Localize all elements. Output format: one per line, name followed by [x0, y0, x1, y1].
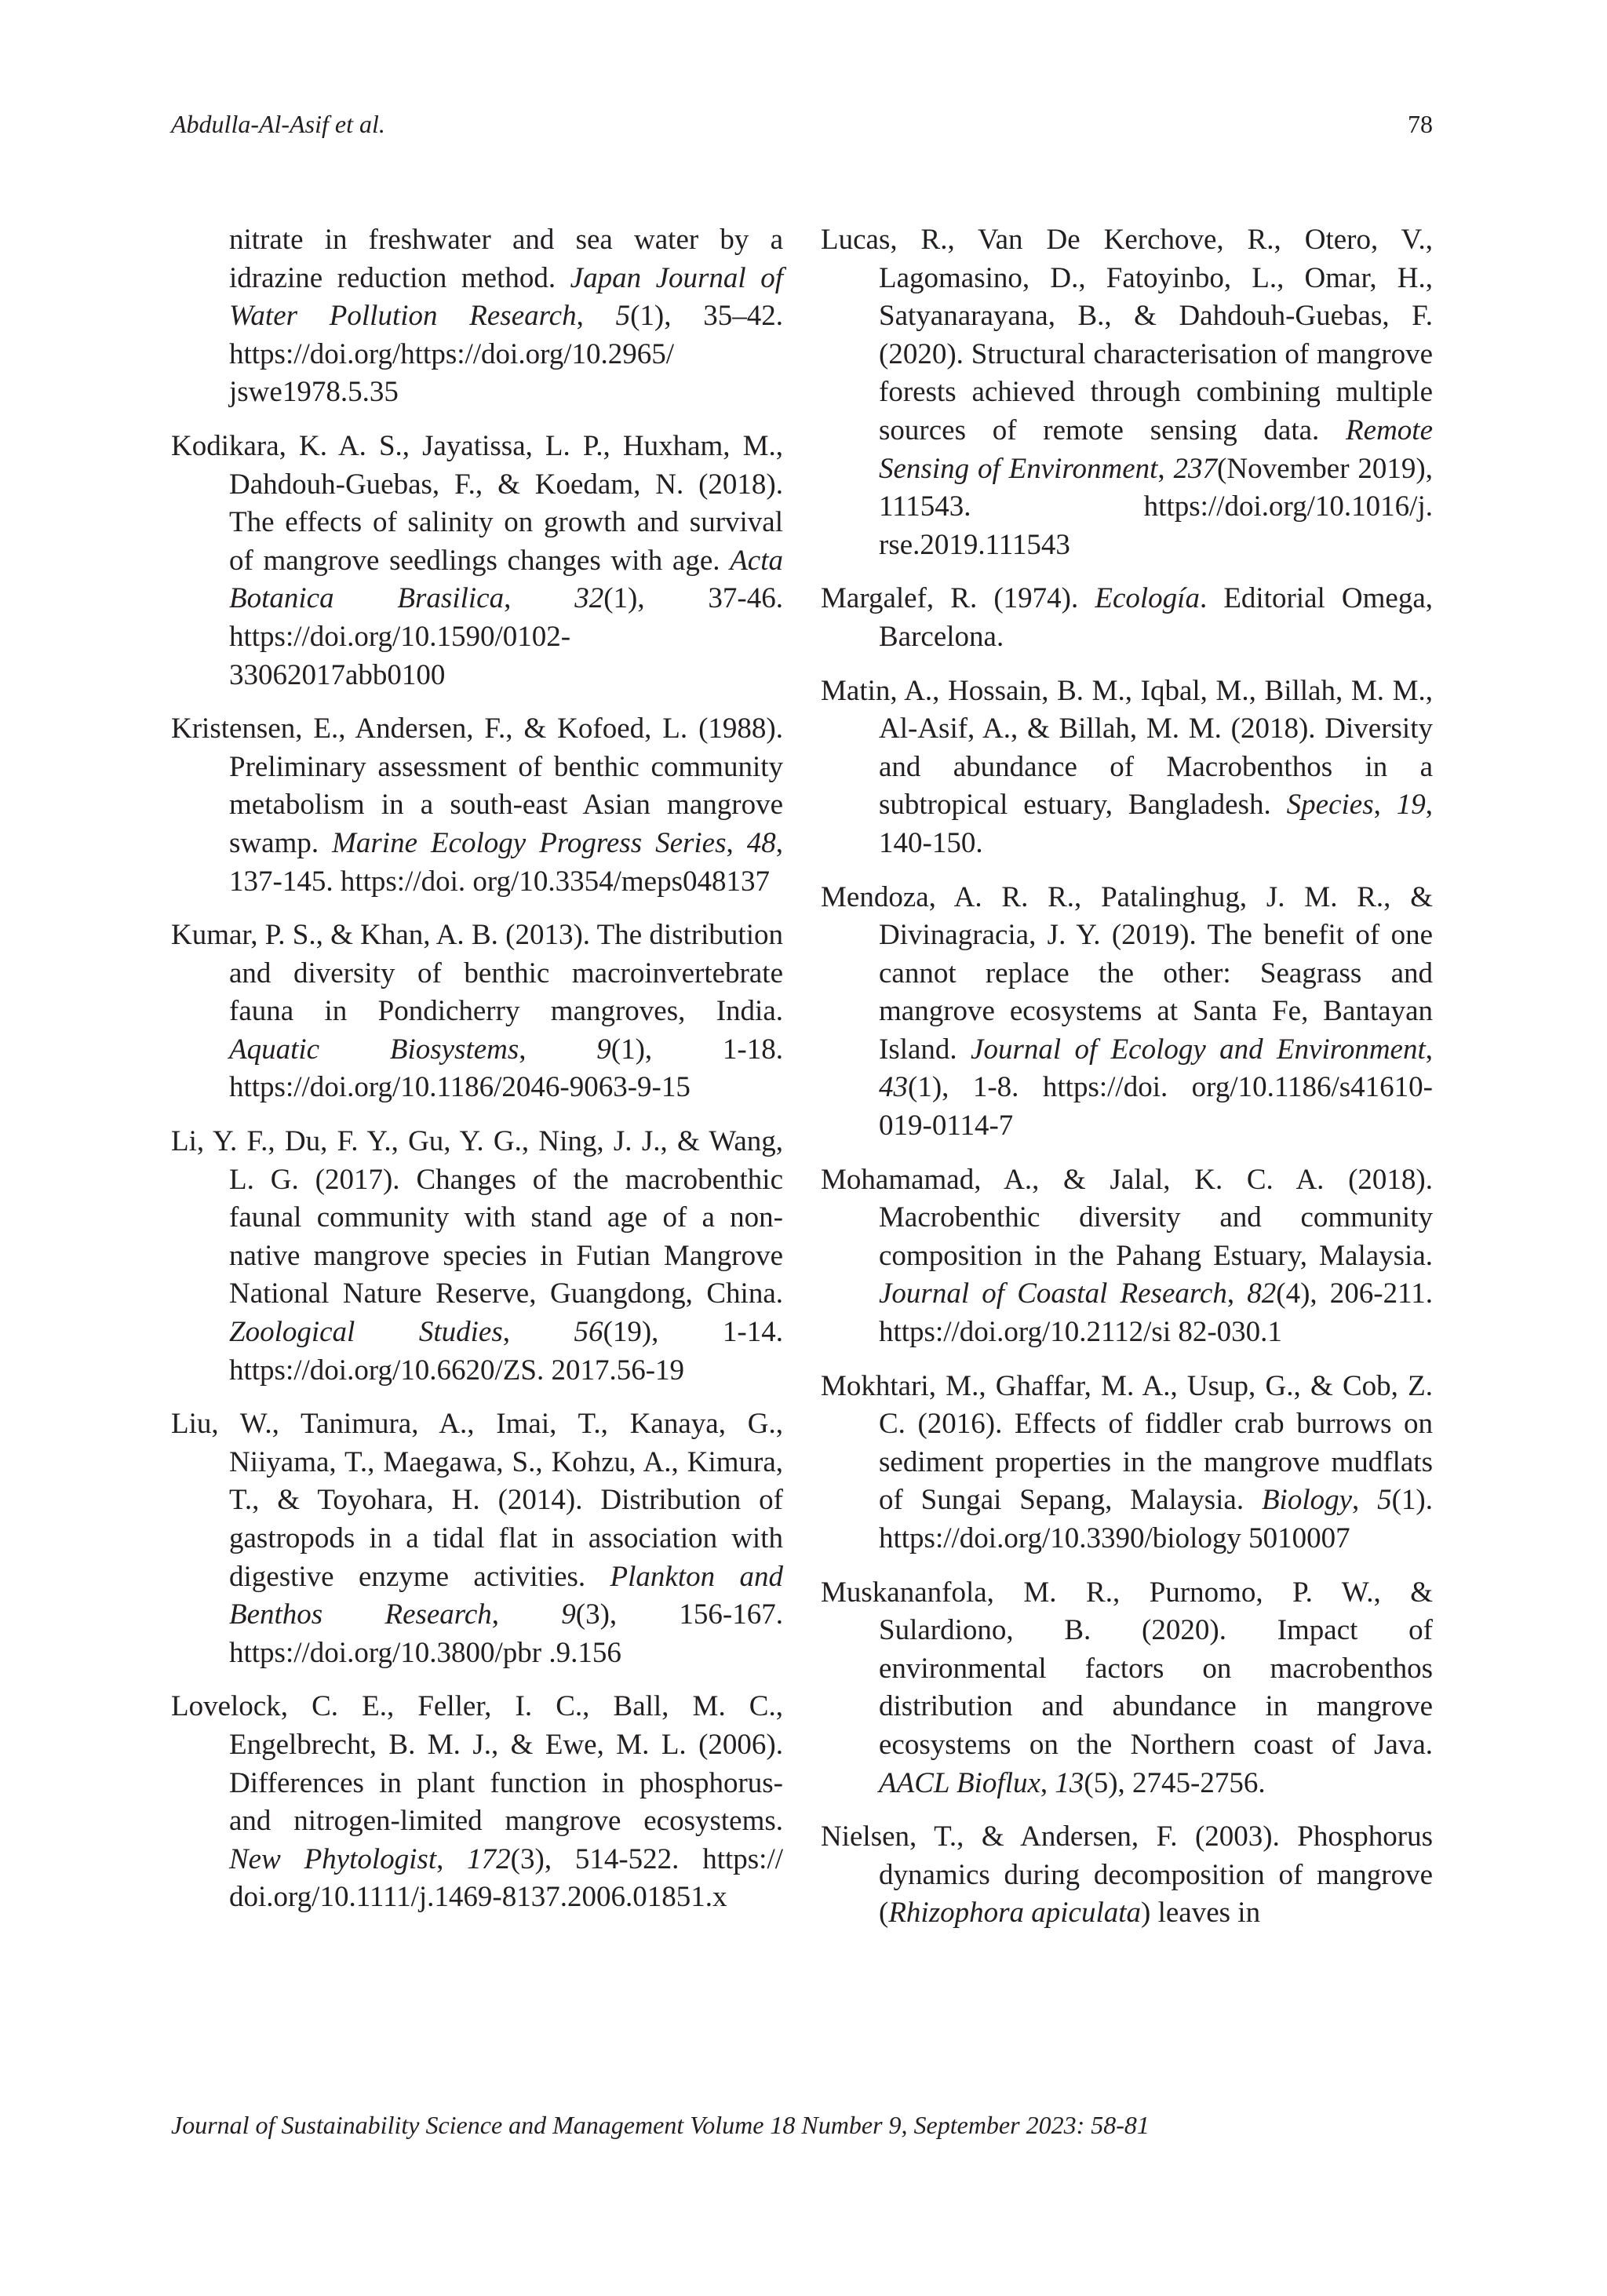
- reference-entry: Li, Y. F., Du, F. Y., Gu, Y. G., Ning, J. J., & Wang, L. G. (2017). Changes of the macrobenthic faunal community with stand age of a non-native mangrove species in Futian Mangrove National Nature Reserve, Guangdong, China. Zoological Studies, 56(19), 1-14. https://doi.org/10.6620/ZS. 2017.56-19: [171, 1125, 783, 1387]
- reference-entry: Mokhtari, M., Ghaffar, M. A., Usup, G., & Cob, Z. C. (2016). Effects of fiddler crab burrows on sediment properties in the mangrove mudflats of Sungai Sepang, Malaysia. Biology, 5(1). https://doi.org/10.3390/biology 5010007: [821, 1369, 1434, 1554]
- reference-entry: Nielsen, T., & Andersen, F. (2003). Phosphorus dynamics during decomposition of mangrove (Rhizophora apiculata) leaves in: [821, 1820, 1433, 1930]
- reference-entry: nitrate in freshwater and sea water by a idrazine reduction method. Japan Journal of Water Pollution Research, 5(1), 35–42. https://doi.org/https://doi.org/10.2965/ jswe1978.5.35: [229, 224, 783, 409]
- reference-entry: Lovelock, C. E., Feller, I. C., Ball, M. C., Engelbrecht, B. M. J., & Ewe, M. L. (2006). Differences in plant function in phosphorus- and nitrogen-limited mangrove ecosystems. New Phytologist, 172(3), 514-522. https:// doi.org/10.1111/j.1469-8137.2006.01851.x: [171, 1690, 784, 1914]
- reference-entry: Kristensen, E., Andersen, F., & Kofoed, L. (1988). Preliminary assessment of benthic community metabolism in a south-east Asian mangrove swamp. Marine Ecology Progress Series, 48, 137-145. https://doi. org/10.3354/meps048137: [171, 712, 784, 898]
- reference-entry: Kumar, P. S., & Khan, A. B. (2013). The distribution and diversity of benthic macroinvertebrate fauna in Pondicherry mangroves, India. Aquatic Biosystems, 9(1), 1-18. https://doi.org/10.1186/2046-9063-9-15: [171, 919, 784, 1104]
- reference-entry: Muskananfola, M. R., Purnomo, P. W., & Sulardiono, B. (2020). Impact of environmental factors on macrobenthos distribution and abundance in mangrove ecosystems on the Northern coast of Java. AACL Bioflux, 13(5), 2745-2756.: [821, 1576, 1433, 1799]
- reference-entry: Lucas, R., Van De Kerchove, R., Otero, V., Lagomasino, D., Fatoyinbo, L., Omar, H., Satyanarayana, B., & Dahdouh-Guebas, F. (2020). Structural characterisation of mangrove forests achieved through combining multiple sources of remote sensing data. Remote Sensing of Environment, 237(November 2019), 111543. https://doi.org/10.1016/j. rse.2019.111543: [821, 224, 1433, 561]
- reference-entry: Matin, A., Hossain, B. M., Iqbal, M., Billah, M. M., Al-Asif, A., & Billah, M. M. (2018). Diversity and abundance of Macrobenthos in a subtropical estuary, Bangladesh. Species, 19, 140-150.: [821, 674, 1433, 859]
- page-number: 78: [1408, 110, 1433, 138]
- running-header-author: Abdulla-Al-Asif et al.: [171, 110, 385, 138]
- reference-entry: Mohamamad, A., & Jalal, K. C. A. (2018). Macrobenthic diversity and community composition in the Pahang Estuary, Malaysia. Journal of Coastal Research, 82(4), 206-211. https://doi.org/10.2112/si 82-030.1: [821, 1163, 1434, 1349]
- reference-entry: Kodikara, K. A. S., Jayatissa, L. P., Huxham, M., Dahdouh-Guebas, F., & Koedam, N. (2018). The effects of salinity on growth and survival of mangrove seedlings changes with age. Acta Botanica Brasilica, 32(1), 37-46. https://doi.org/10.1590/0102-33062017abb0100: [171, 429, 783, 691]
- journal-footer: Journal of Sustainability Science and Management Volume 18 Number 9, September 2023: 58-81: [171, 2111, 1150, 2139]
- references-right-column: [821, 221, 1433, 1948]
- reference-entry: Liu, W., Tanimura, A., Imai, T., Kanaya, G., Niiyama, T., Maegawa, S., Kohzu, A., Kimura, T., & Toyohara, H. (2014). Distribution of gastropods in a tidal flat in association with digestive enzyme activities. Plankton and Benthos Research, 9(3), 156-167. https://doi.org/10.3800/pbr .9.156: [171, 1408, 784, 1669]
- reference-entry: Mendoza, A. R. R., Patalinghug, J. M. R., & Divinagracia, J. Y. (2019). The benefit of one cannot replace the other: Seagrass and mangrove ecosystems at Santa Fe, Bantayan Island. Journal of Ecology and Environment, 43(1), 1-8. https://doi. org/10.1186/s41610-019-0114-7: [821, 880, 1433, 1143]
- references-left-column: [171, 221, 783, 1933]
- reference-entry: Margalef, R. (1974). Ecología. Editorial Omega, Barcelona.: [821, 582, 1433, 653]
